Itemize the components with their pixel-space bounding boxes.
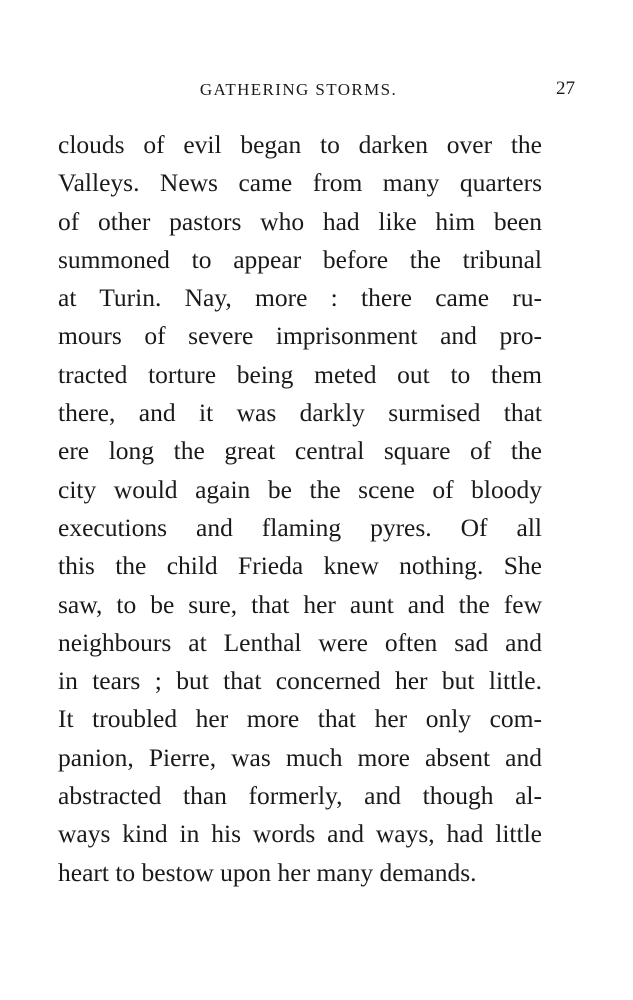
text-line: abstracted than formerly, and though al- bbox=[58, 781, 542, 811]
text-line: city would again be the scene of bloody bbox=[58, 474, 542, 504]
text-line: mours of severe imprisonment and pro- bbox=[58, 321, 542, 351]
body-text bbox=[58, 126, 542, 892]
text-line: It troubled her more that her only com- bbox=[58, 704, 542, 734]
page-number: 27 bbox=[556, 78, 575, 99]
text-line: there, and it was darkly surmised that bbox=[58, 398, 542, 428]
running-head bbox=[58, 78, 575, 102]
running-title: GATHERING STORMS. bbox=[199, 80, 398, 99]
text-line: in tears ; but that concerned her but little. bbox=[58, 666, 542, 696]
text-line: ways kind in his words and ways, had little bbox=[58, 819, 542, 849]
text-line: at Turin. Nay, more : there came ru- bbox=[58, 283, 542, 313]
text-line: Valleys. News came from many quarters bbox=[58, 168, 542, 198]
text-line: heart to bestow upon her many demands. bbox=[58, 857, 477, 887]
text-line: this the child Frieda knew nothing. She bbox=[58, 551, 542, 581]
text-line: summoned to appear before the tribunal bbox=[58, 244, 542, 274]
text-line: tracted torture being meted out to them bbox=[58, 359, 542, 389]
text-line: clouds of evil began to darken over the bbox=[58, 130, 542, 159]
text-line: saw, to be sure, that her aunt and the few bbox=[58, 589, 542, 619]
text-line: panion, Pierre, was much more absent and bbox=[58, 742, 542, 772]
text-line: ere long the great central square of the bbox=[58, 436, 542, 466]
text-line: executions and flaming pyres. Of all bbox=[58, 512, 542, 542]
text-line: of other pastors who had like him been bbox=[58, 206, 542, 236]
text-line: neighbours at Lenthal were often sad and bbox=[58, 627, 542, 657]
